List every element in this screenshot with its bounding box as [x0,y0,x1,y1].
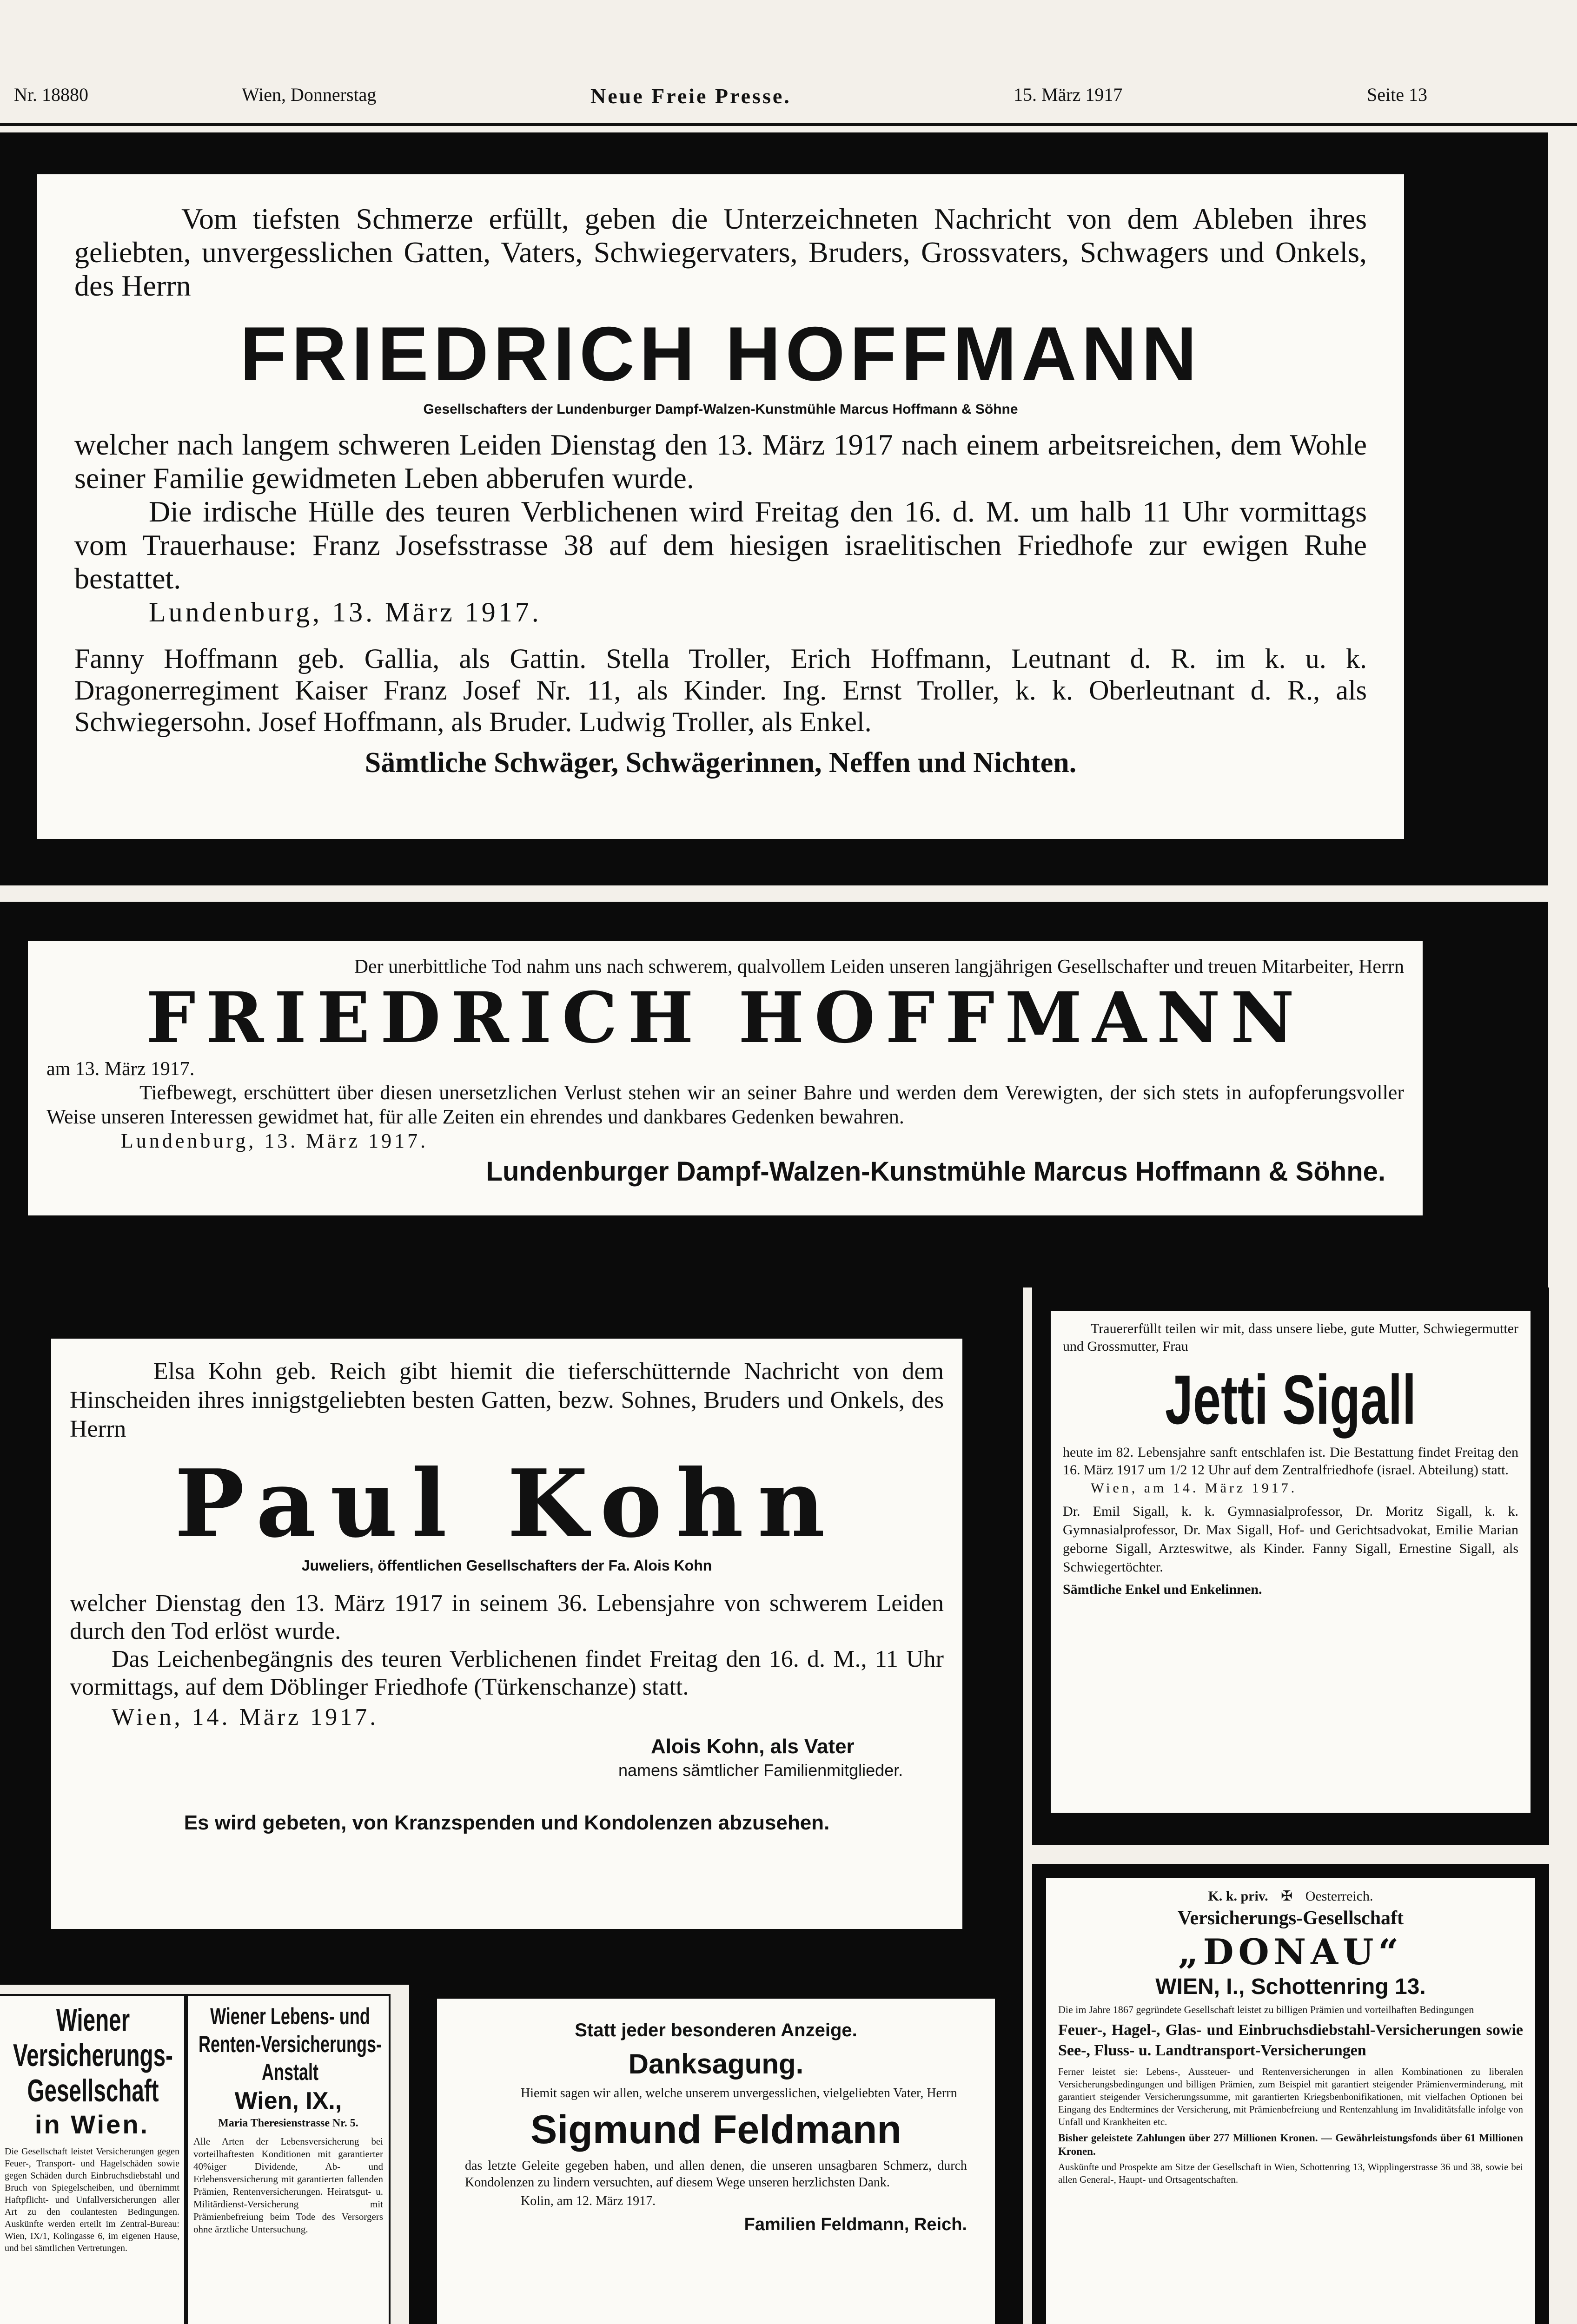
obituary-hoffmann-company [0,902,1548,1287]
notice2-date: am 13. März 1917. [46,1058,195,1080]
notice2-body: Tiefbewegt, erschüttert über diesen unersetzlichen Verlust stehen wir an seiner Bahre und werden dem Verewigten, der sich stets in aufopferungsvoller Weise unseren Interessen gewidmet hat, für alle Zeiten ein ehrendes und dankbares Gedenken bewahren. [46,1081,1404,1128]
notice3-intro: Elsa Kohn geb. Reich gibt hiemit die tieferschütternde Nachricht von dem Hinscheiden ihres innigstgeliebten besten Gatten, bezw. Sohnes, Bruders und Onkels, des Herrn [70,1358,944,1442]
wiener2-street: Maria Theresienstrasse Nr. 5. [218,2117,358,2129]
notice4-intro: Trauererfüllt teilen wir mit, dass unsere liebe, gute Mutter, Schwiegermutter und Grossmutter, Frau [1063,1321,1518,1354]
feldmann-name: Sigmund Feldmann [530,2107,901,2152]
donau-top-left: K. k. priv. [1208,1888,1268,1904]
notice3-signer: Alois Kohn, als Vater [651,1735,855,1758]
notice3-request: Es wird gebeten, von Kranzspenden und Kondolenzen abzusehen. [184,1811,830,1834]
page-header [0,70,1577,125]
wiener1-body: Die Gesellschaft leistet Versicherungen gegen Feuer-, Transport- und Hagelschäden sowie gegen Schäden durch Einbruchsdiebstahl und Bruch von Spiegelscheiben, und übernimmt Haftpflicht- und Unfallversicherungen aller Art zu den coulantesten Bedingungen. Auskünfte werden erteilt im Zentral-Bureau: Wien, IX/1, Kolingasse 6, im eigenen Hause, und bei sämtlichen Vertretungen. [5,2146,179,2253]
notice4-name: Jetti Sigall [1165,1360,1417,1439]
ad-wiener-versicherung [0,1994,186,2324]
notice4-body: heute im 82. Lebensjahre sanft entschlafen ist. Die Bestattung findet Freitag den 16. März 1917 um 1/2 12 Uhr auf dem Zentralfriedhofe (israel. Abteilung) statt. [1063,1445,1518,1478]
wiener1-title: Wiener Versicherungs-Gesellschaft [13,2002,173,2108]
feldmann-body: das letzte Geleite gegeben haben, und allen denen, die unseren unsagbaren Schmerz, durch Kondolenzen zu lindern versuchten, auf diesem Wege unseren herzlichsten Dank. [465,2159,967,2190]
header-date: 15. März 1917 [1014,84,1123,105]
wiener2-city: Wien, IX., [234,2087,342,2114]
donau-top-right: Oesterreich. [1305,1888,1373,1904]
wiener2-body: Alle Arten der Lebensversicherung bei vorteilhaftesten Konditionen mit garantierter 40%iger Dividende, Ab- und Erlebensversicherung mit garantierten fallenden Prämien, Rentenversicherungen. Heiratsgut- u. Militärdienst-Versicherung mit Prämienbefreiung beim Tode des Versorgers ohne ärztliche Untersuchung. [193,2136,383,2235]
masthead-title: Neue Freie Presse. [590,84,791,108]
ad-donau-insurance [1032,1864,1549,2324]
donau-payments: Bisher geleistete Zahlungen über 277 Millionen Kronen. — Gewährleistungsfonds über 61 Millionen Kronen. [1058,2132,1523,2157]
donau-address: WIEN, I., Schottenring 13. [1155,1974,1426,1999]
notice1-family: Sämtliche Schwäger, Schwägerinnen, Neffen und Nichten. [364,747,1077,779]
notice2-signer: Lundenburger Dampf-Walzen-Kunstmühle Marcus Hoffmann & Söhne. [486,1156,1385,1187]
donau-name: „DONAU“ [1178,1931,1404,1973]
donau-company: Versicherungs-Gesellschaft [1177,1908,1404,1929]
wiener2-title: Wiener Lebens- und Renten-Versicherungs-Anstalt [198,2003,382,2085]
notice2-intro: Der unerbittliche Tod nahm uns nach schwerem, qualvollem Leiden unseren langjährigen Gesellschafter und treuen Mitarbeiter, Herrn [354,956,1404,977]
donau-top [1058,1887,1523,1906]
notice1-intro: Vom tiefsten Schmerze erfüllt, geben die Unterzeichneten Nachricht von dem Ableben ihres geliebten, unvergesslichen Gatten, Vaters, Schwiegervaters, Bruders, Grossvaters, Schwagers und Onkels, des Herrn [74,202,1367,302]
header-rule [0,123,1577,126]
notice3-body1: welcher Dienstag den 13. März 1917 in seinem 36. Lebensjahre von schwerem Leiden durch den Tod erlöst wurde. [70,1590,944,1644]
notice4-place: Wien, am 14. März 1917. [1091,1480,1298,1496]
feldmann-signer: Familien Feldmann, Reich. [744,2215,967,2234]
notice4-signers: Dr. Emil Sigall, k. k. Gymnasialprofessor, Dr. Moritz Sigall, k. k. Gymnasialprofessor, Dr. Max Sigall, Hof- und Gerichtsadvokat, Emilie Marian geborne Sigall, Arzteswitwe, als Kinder. Fanny Sigall, Ernestine Sigall, als Schwiegertöchter. [1063,1504,1518,1575]
ad-wiener-lebensversicherung [186,1994,391,2324]
ad-feldmann-thanks [409,1971,1023,2324]
notice4-family: Sämtliche Enkel und Enkelinnen. [1063,1582,1262,1597]
notice1-name: FRIEDRICH HOFFMANN [239,311,1202,396]
obituary-hoffmann-family [0,132,1548,885]
donau-life: Ferner leistet sie: Lebens-, Aussteuer- und Rentenversicherungen in allen Kombinationen zu liberalen Versicherungsbedingungen und billigen Prämien, zum Beispiel mit garantiert steigender Prämienverminderung, mit garantiert steigender Versicherungssumme, mit garantierten Kriegsbenbonifikationen, mit vielfachen Optionen bei Eingang des Endtermines der Versicherung, mit Prämienbefreiung und Rentenzahlung im Invaliditätsfalle infolge von Unfall und Krankheiten etc. [1058,2066,1523,2127]
feldmann-title: Danksagung. [628,2048,804,2080]
notice1-body1: welcher nach langem schweren Leiden Dienstag den 13. März 1917 nach einem arbeitsreichen, dem Wohle seiner Familie gewidmeten Leben abberufen wurde. [74,428,1367,495]
notice3-subtitle: Juweliers, öffentlichen Gesellschafters der Fa. Alois Kohn [301,1557,712,1574]
notice3-body2: Das Leichenbegängnis des teuren Verblichenen findet Freitag den 16. d. M., 11 Uhr vormittags, auf dem Döblinger Friedhofe (Türkenschanze) statt. [70,1646,944,1700]
notice3-place: Wien, 14. März 1917. [112,1704,379,1730]
feldmann-place: Kolin, am 12. März 1917. [521,2194,656,2208]
notice1-body2: Die irdische Hülle des teuren Verblichenen wird Freitag den 16. d. M. um halb 11 Uhr vormittags vom Trauerhause: Franz Josefsstrasse 38 auf dem hiesigen israelitischen Friedhofe zur ewigen Ruhe bestattet. [74,495,1367,595]
feldmann-intro: Hiemit sagen wir allen, welche unserem unvergesslichen, vielgeliebten Vater, Herrn [521,2086,957,2100]
wiener1-city: in Wien. [34,2110,150,2139]
obituary-sigall [1032,1287,1549,1845]
page-number: Seite 13 [1367,84,1427,105]
obituary-kohn [0,1287,1023,1985]
notice1-place: Lundenburg, 13. März 1917. [149,597,542,627]
donau-founded: Die im Jahre 1867 gegründete Gesellschaft leistet zu billigen Prämien und vorteilhaften Bedingungen [1058,2004,1474,2015]
header-place-date: Wien, Donnerstag [242,84,377,105]
notice3-signer2: namens sämtlicher Familienmitglieder. [618,1761,903,1780]
notice2-place: Lundenburg, 13. März 1917. [121,1129,429,1152]
feldmann-top: Statt jeder besonderen Anzeige. [575,2020,857,2040]
notice1-signers: Fanny Hoffmann geb. Gallia, als Gattin. Stella Troller, Erich Hoffmann, Leutnant d. R. im k. u. k. Dragonerregiment Kaiser Franz Josef Nr. 11, als Kinder. Ing. Ernst Troller, k. k. Oberleutnant d. R., als Schwiegersohn. Josef Hoffmann, als Bruder. Ludwig Troller, als Enkel. [74,643,1367,737]
eagle-emblem-icon: ✠ [1281,1888,1293,1904]
issue-number: Nr. 18880 [14,84,88,105]
donau-footer: Auskünfte und Prospekte am Sitze der Gesellschaft in Wien, Schottenring 13, Wipplingerstrasse 36 und 38, sowie bei allen General-, Haupt- und Ortsagentschaften. [1058,2161,1523,2185]
notice1-subtitle: Gesellschafters der Lundenburger Dampf-Walzen-Kunstmühle Marcus Hoffmann & Söhne [423,402,1018,417]
donau-lines: Feuer-, Hagel-, Glas- und Einbruchsdiebstahl-Versicherungen sowie See-, Fluss- u. Landtransport-Versicherungen [1058,2021,1523,2059]
notice2-name: FRIEDRICH HOFFMANN [146,977,1305,1059]
notice3-name: Paul Kohn [174,1449,839,1558]
